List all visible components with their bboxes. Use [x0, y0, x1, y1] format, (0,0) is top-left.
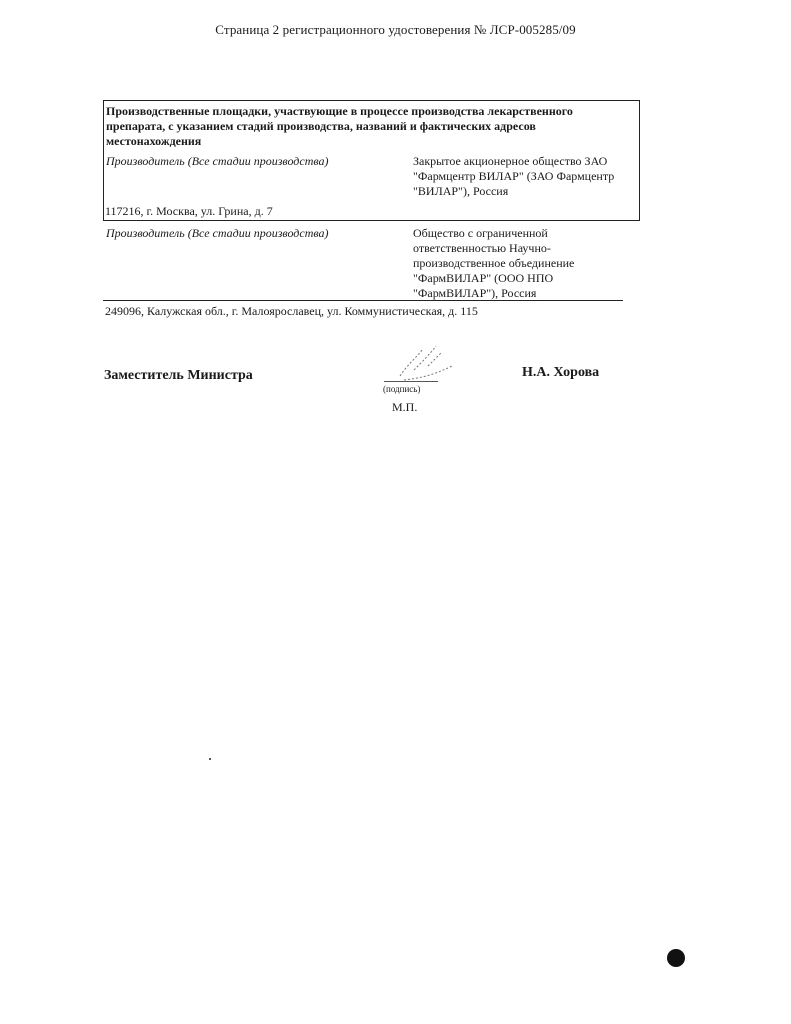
row-1-company: Закрытое акционерное общество ЗАО "Фармцентр ВИЛАР" (ЗАО Фармцентр "ВИЛАР"), Россия	[413, 154, 615, 198]
row-1-role: Производитель (Все стадии производства)	[106, 154, 329, 168]
table-top-border	[103, 100, 640, 101]
table-heading: Производственные площадки, участвующие в процессе производства лекарственного препарата, с указанием стадий производства, названий и фактических адресов местонахождения	[106, 104, 573, 148]
signature-line	[384, 381, 438, 382]
table-right-border	[639, 100, 640, 220]
row-1-address: 117216, г. Москва, ул. Грина, д. 7	[105, 204, 273, 218]
signature-caption: (подпись)	[383, 384, 421, 394]
row-2-address: 249096, Калужская обл., г. Малоярославец, ул. Коммунистическая, д. 115	[105, 304, 478, 318]
scan-dot-mark	[667, 949, 685, 967]
page-header: Страница 2 регистрационного удостоверения № ЛСР-005285/09	[215, 22, 576, 37]
signature-scribble	[392, 336, 472, 386]
signer-position: Заместитель Министра	[104, 368, 253, 383]
row-2-role: Производитель (Все стадии производства)	[106, 226, 329, 240]
row-2-company: Общество с ограниченной ответственностью Научно-производственное объединение "ФармВИЛАР" (ООО НПО "ФармВИЛАР"), Россия	[413, 226, 575, 300]
stamp-label: М.П.	[392, 400, 418, 414]
scan-speck	[209, 758, 211, 760]
signer-name: Н.А. Хорова	[522, 365, 600, 380]
table-left-border	[103, 100, 104, 220]
table-divider	[103, 220, 640, 221]
production-sites-table	[103, 100, 640, 322]
